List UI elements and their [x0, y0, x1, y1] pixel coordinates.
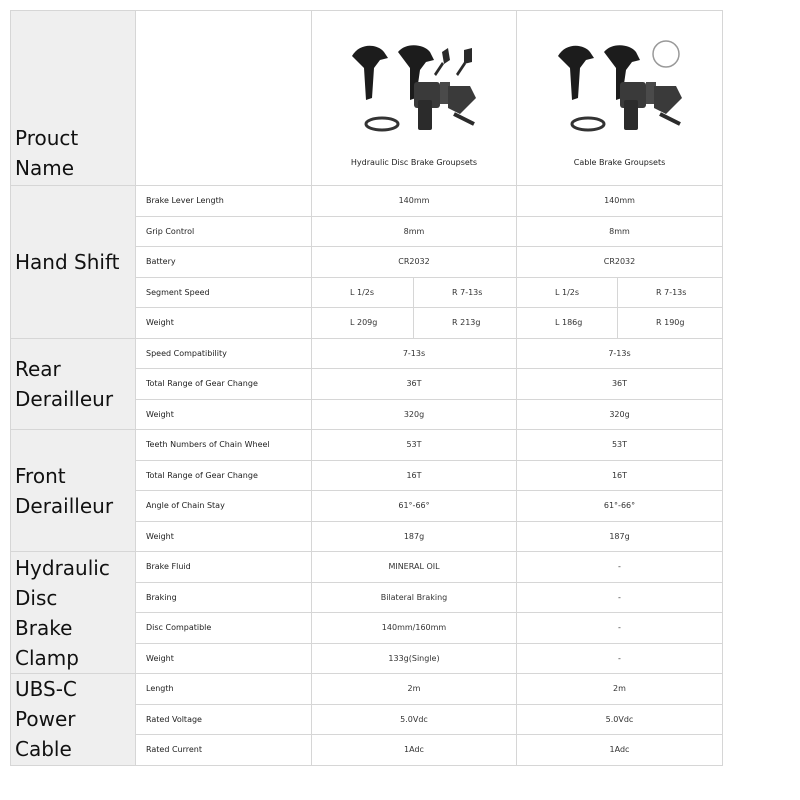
header-corner	[136, 11, 312, 186]
spec-label: Angle of Chain Stay	[136, 491, 312, 522]
category-front-derailleur: Front Derailleur	[11, 430, 136, 552]
value-cable: 187g	[517, 521, 723, 552]
value-hydraulic: 36T	[312, 369, 517, 400]
spec-label: Rated Current	[136, 735, 312, 766]
value-hydraulic-left: L 209g	[312, 308, 414, 339]
value-cable: 140mm	[517, 186, 723, 217]
value-hydraulic: 133g(Single)	[312, 643, 517, 674]
value-hydraulic: Bilateral Braking	[312, 582, 517, 613]
product-col-hydraulic	[312, 11, 517, 186]
value-hydraulic-right: R 213g	[414, 308, 517, 339]
spec-label: Teeth Numbers of Chain Wheel	[136, 430, 312, 461]
value-hydraulic: 140mm	[312, 186, 517, 217]
category-rear-derailleur: Rear Derailleur	[11, 338, 136, 430]
spec-label: Weight	[136, 643, 312, 674]
value-cable: 36T	[517, 369, 723, 400]
value-hydraulic-right: R 7-13s	[414, 277, 517, 308]
spec-label: Braking	[136, 582, 312, 613]
category-usb-power-cable: UBS-C Power Cable	[11, 674, 136, 766]
value-hydraulic: 53T	[312, 430, 517, 461]
spec-table	[10, 10, 723, 766]
value-cable-left: L 1/2s	[517, 277, 618, 308]
category-hydraulic-brake-clamp: Hydraulic Disc Brake Clamp	[11, 552, 136, 674]
value-cable: -	[517, 582, 723, 613]
value-hydraulic: 16T	[312, 460, 517, 491]
header-row	[11, 11, 723, 186]
cable-groupset-image	[550, 38, 690, 138]
value-cable: 8mm	[517, 216, 723, 247]
table-row	[11, 552, 723, 583]
value-cable: -	[517, 643, 723, 674]
value-cable: 1Adc	[517, 735, 723, 766]
spec-label: Total Range of Gear Change	[136, 369, 312, 400]
category-hand-shift: Hand Shift	[11, 186, 136, 339]
value-hydraulic: 5.0Vdc	[312, 704, 517, 735]
value-cable: 7-13s	[517, 338, 723, 369]
value-cable: -	[517, 613, 723, 644]
value-hydraulic: 8mm	[312, 216, 517, 247]
value-cable: 5.0Vdc	[517, 704, 723, 735]
spec-label: Weight	[136, 399, 312, 430]
value-cable-right: R 7-13s	[618, 277, 723, 308]
table-row	[11, 338, 723, 369]
hydraulic-column-title: Hydraulic Disc Brake Groupsets	[350, 158, 478, 167]
value-hydraulic: 140mm/160mm	[312, 613, 517, 644]
spec-label: Speed Compatibility	[136, 338, 312, 369]
hydraulic-groupset-image	[344, 38, 484, 138]
spec-label: Battery	[136, 247, 312, 278]
value-hydraulic: 7-13s	[312, 338, 517, 369]
spec-label: Length	[136, 674, 312, 705]
cable-column-title: Cable Brake Groupsets	[573, 158, 666, 167]
value-hydraulic: 1Adc	[312, 735, 517, 766]
value-hydraulic: CR2032	[312, 247, 517, 278]
value-hydraulic: 2m	[312, 674, 517, 705]
table-row	[11, 674, 723, 705]
spec-label: Total Range of Gear Change	[136, 460, 312, 491]
value-hydraulic: 187g	[312, 521, 517, 552]
value-cable: 2m	[517, 674, 723, 705]
value-hydraulic-left: L 1/2s	[312, 277, 414, 308]
value-hydraulic: 320g	[312, 399, 517, 430]
value-hydraulic: MINERAL OIL	[312, 552, 517, 583]
value-cable: -	[517, 552, 723, 583]
value-cable: 16T	[517, 460, 723, 491]
spec-label: Segment Speed	[136, 277, 312, 308]
spec-label: Brake Fluid	[136, 552, 312, 583]
spec-label: Weight	[136, 521, 312, 552]
value-cable-left: L 186g	[517, 308, 618, 339]
table-row	[11, 186, 723, 217]
value-cable-right: R 190g	[618, 308, 723, 339]
spec-label: Rated Voltage	[136, 704, 312, 735]
value-cable: CR2032	[517, 247, 723, 278]
value-cable: 53T	[517, 430, 723, 461]
table-row	[11, 430, 723, 461]
spec-label: Weight	[136, 308, 312, 339]
spec-label: Grip Control	[136, 216, 312, 247]
value-hydraulic: 61°-66°	[312, 491, 517, 522]
value-cable: 61°-66°	[517, 491, 723, 522]
product-col-cable	[517, 11, 723, 186]
value-cable: 320g	[517, 399, 723, 430]
spec-label: Brake Lever Length	[136, 186, 312, 217]
product-name-label: Prouct Name	[11, 11, 136, 186]
spec-label: Disc Compatible	[136, 613, 312, 644]
